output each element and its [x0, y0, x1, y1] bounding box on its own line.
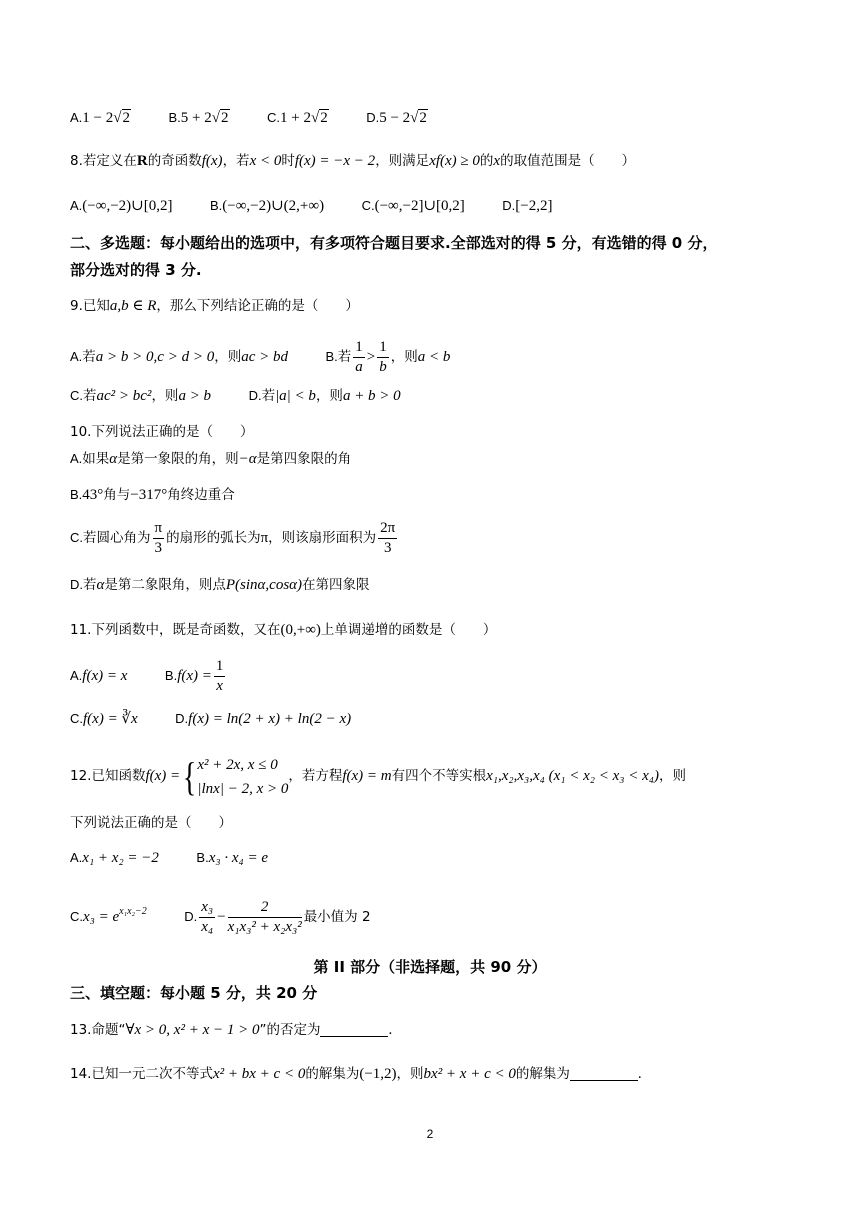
q12-option-b: x₃ · x₄ = e	[208, 850, 268, 866]
q8-option-b: (−∞,−2)∪(2,+∞)	[222, 198, 325, 214]
q7-options	[70, 108, 428, 128]
q12-stem-prefix: 12.已知函数	[70, 768, 146, 784]
q8-option-a-label: A.	[70, 198, 83, 213]
q12-option-a: x₁ + x₂ = −2	[82, 850, 159, 866]
q11-options-ab	[70, 656, 227, 696]
q10-option-a	[70, 449, 351, 469]
q10-option-c-text: 若圆心角为	[83, 530, 151, 546]
q14-stem-text: ，则	[396, 1066, 424, 1082]
q9-option-d-result: a + b > 0	[342, 388, 401, 404]
section-2-heading-line2: 部分选对的得 3 分.	[70, 261, 202, 279]
q7-option-b-label: B.	[168, 110, 181, 125]
q8-stem-text: 的	[479, 153, 494, 169]
q12-case-2: |lnx| − 2, x > 0	[197, 780, 289, 797]
q10-option-d-label: D.	[70, 577, 83, 592]
q9-option-c-cond: ac² > bc²	[96, 388, 152, 404]
alpha-symbol: α	[109, 451, 118, 467]
q7-option-b: 5 + 2√2	[180, 110, 229, 126]
q12-options-cd	[70, 895, 371, 939]
q10-option-a-text: 如果	[82, 451, 110, 467]
q7-option-a: 1 − 2√2	[82, 110, 130, 126]
q10-option-c-text: ，则该扇形面积为	[268, 530, 377, 546]
q12-option-d-fraction-2: $\frac{2}{\text{x₁x₃² + x₂x₃²}}$	[227, 899, 302, 936]
q14-interval: (−1,2)	[359, 1066, 397, 1082]
q8-stem-prefix: 8.若定义在	[70, 153, 137, 169]
q9-stem-prefix: 9.已知	[70, 298, 110, 314]
q11-option-b-label: B.	[164, 668, 178, 683]
q10-option-a-text: 是第四象限的角	[256, 451, 352, 467]
q11-option-b-lhs: f(x) =	[177, 668, 212, 684]
q11-option-a-label: A.	[70, 668, 83, 683]
q9-option-a-cond: a > b > 0,c > d > 0	[95, 348, 215, 365]
q9-option-a-text: ，则	[214, 348, 242, 365]
q8-stem	[70, 151, 635, 171]
q8-inequality: xf(x) ≥ 0	[429, 153, 480, 169]
q10-option-b-label: B.	[70, 487, 83, 502]
q7-option-d: 5 − 2√2	[379, 110, 427, 126]
q8-option-c: (−∞,−2]∪[0,2]	[374, 198, 465, 214]
q14-stem	[70, 1064, 642, 1084]
brace-icon: {	[183, 753, 197, 799]
section-2-heading-line1: 二、多选题：每小题给出的选项中，有多项符合题目要求.全部选对的得 5 分，有选错的得 0 分，	[70, 234, 718, 252]
q10-stem: 10.下列说法正确的是（ ）	[70, 424, 254, 440]
q12-option-c-lhs: x₃ = e	[83, 909, 120, 925]
q12-option-b-label: B.	[196, 850, 209, 865]
q9-option-c-text: ，则	[151, 388, 179, 404]
q8-stem-text: 时	[281, 153, 295, 169]
q11-options-cd	[70, 709, 351, 729]
q8-option-d: [−2,2]	[515, 198, 553, 214]
q9-stem-end: ，那么下列结论正确的是（ ）	[156, 298, 359, 314]
q10-option-c-text: 的扇形的弧长为	[166, 530, 261, 546]
q14-period: .	[637, 1066, 642, 1082]
q10-angle-1: 43°	[82, 487, 104, 503]
q10-option-d-text: 若	[83, 577, 97, 593]
q12-fx: f(x) =	[145, 768, 181, 784]
neg-alpha-symbol: −α	[238, 451, 257, 467]
q9-option-a-text: 若	[82, 348, 96, 365]
q13-stem-end: ”的否定为	[259, 1022, 321, 1038]
q8-options	[70, 196, 552, 216]
q10-option-d-text: 在第四象限	[302, 577, 370, 593]
q9-option-b-text: ，则	[390, 348, 418, 365]
q7-option-c-label: C.	[267, 110, 280, 125]
q10-option-c-label: C.	[70, 530, 83, 545]
q9-option-b-label: B.	[325, 348, 338, 364]
q12-option-d-text: 最小值为 2	[303, 909, 371, 925]
q14-answer-blank[interactable]	[570, 1066, 638, 1081]
q9-option-b-fraction-1: $\frac{1}{a}$	[355, 339, 363, 375]
q9-option-b-fraction-2: $\frac{1}{b}$	[379, 339, 387, 375]
q10-option-d-text: 是第二象限角，则点	[104, 577, 226, 593]
q9-options-ab	[70, 338, 450, 377]
pi-symbol: π	[260, 530, 269, 546]
q9-stem	[70, 296, 359, 316]
q12-stem-line2: 下列说法正确的是（ ）	[70, 815, 232, 831]
q12-case-1: x² + 2x, x ≤ 0	[197, 756, 278, 773]
q12-option-d-fraction-1: $\frac{\text{x₃}}{\text{x₄}}$	[201, 899, 214, 936]
q10-angle-2: −317°	[130, 487, 168, 503]
q8-option-a: (−∞,−2)∪[0,2]	[82, 198, 173, 214]
q11-option-d: f(x) = ln(2 + x) + ln(2 − x)	[188, 711, 352, 727]
q9-vars: a,b ∈ R	[109, 298, 157, 314]
q12-roots: x₁,x₂,x₃,x₄ (x₁ < x₂ < x₃ < x₄)	[486, 768, 659, 784]
q14-stem-prefix: 14.已知一元二次不等式	[70, 1066, 213, 1082]
q12-option-d-minus: −	[217, 909, 226, 925]
q11-stem-end: 上单调递增的函数是（ ）	[320, 622, 497, 638]
q13-proposition: ∀x > 0, x² + x − 1 > 0	[125, 1022, 260, 1038]
q11-stem	[70, 620, 496, 640]
q12-stem-text: ，则	[658, 768, 686, 784]
q7-option-a-label: A.	[70, 110, 83, 125]
q14-inequality-2: bx² + x + c < 0	[423, 1066, 516, 1082]
q11-option-d-label: D.	[175, 711, 189, 726]
q11-interval: (0,+∞)	[280, 622, 321, 638]
q8-stem-text: 的奇函数	[147, 153, 202, 169]
q10-option-b-text: 角与	[103, 487, 131, 503]
q8-option-c-label: C.	[361, 198, 375, 213]
q9-option-c-result: a > b	[178, 388, 212, 404]
q9-option-b-gt: >	[366, 348, 376, 365]
q14-stem-text: 的解集为	[305, 1066, 360, 1082]
q13-answer-blank[interactable]	[320, 1022, 388, 1037]
q12-option-a-label: A.	[70, 850, 83, 865]
q9-option-b-text: 若	[337, 348, 352, 365]
q10-option-d	[70, 575, 370, 595]
q9-option-b-result: a < b	[417, 348, 451, 365]
q9-option-a-result: ac > bd	[241, 348, 288, 365]
q12-equation: f(x) = m	[342, 768, 392, 784]
q11-option-a: f(x) = x	[82, 668, 128, 684]
q12-stem-text: 有四个不等实根	[391, 768, 487, 784]
q9-option-c-label: C.	[70, 388, 83, 403]
q12-stem-text: ，若方程	[288, 768, 343, 784]
q9-option-a-label: A.	[70, 348, 83, 364]
q7-option-c: 1 + 2√2	[280, 110, 328, 126]
q8-option-b-label: B.	[209, 198, 223, 213]
q11-option-b-fraction: $\frac{1}{x}$	[215, 658, 224, 695]
q12-option-c-exponent: x₁x₂−2	[119, 906, 147, 917]
q8-function-def: f(x) = −x − 2	[294, 153, 376, 169]
q12-option-c-label: C.	[70, 909, 83, 924]
q10-option-c	[70, 518, 399, 558]
q11-option-c: f(x) = ∛x	[83, 711, 138, 727]
q11-stem-prefix: 11.下列函数中，既是奇函数，又在	[70, 622, 281, 638]
q12-piecewise	[197, 753, 288, 801]
q8-variable: x	[493, 153, 501, 169]
q10-option-b-text: 角终边重合	[167, 487, 235, 503]
part-2-title: 第 II 部分（非选择题，共 90 分）	[313, 958, 547, 976]
q10-option-a-text: 是第一象限的角，则	[117, 451, 239, 467]
q9-options-cd	[70, 386, 401, 406]
q8-set-r: R	[136, 153, 148, 169]
q9-option-c-text: 若	[83, 388, 97, 404]
q13-period: .	[388, 1022, 393, 1038]
q14-inequality-1: x² + bx + c < 0	[212, 1066, 306, 1082]
q9-option-d-label: D.	[248, 388, 262, 403]
q11-option-c-label: C.	[70, 711, 83, 726]
q8-stem-end: 的取值范围是（ ）	[500, 153, 636, 169]
q13-stem	[70, 1020, 392, 1040]
q9-option-d-text: 若	[261, 388, 276, 404]
q8-option-d-label: D.	[502, 198, 516, 213]
q9-option-d-cond: |a| < b	[275, 388, 316, 404]
q12-stem	[70, 750, 686, 802]
q12-options-ab	[70, 848, 268, 868]
alpha-symbol: α	[96, 577, 105, 593]
q8-stem-text: ，则满足	[375, 153, 430, 169]
q7-option-d-label: D.	[366, 110, 380, 125]
q12-option-d-label: D.	[184, 909, 198, 924]
q8-stem-text: ，若	[222, 153, 250, 169]
q10-option-c-fraction-1: $\frac{\pi}{3}$	[154, 520, 163, 557]
q14-stem-end: 的解集为	[515, 1066, 570, 1082]
q10-option-a-label: A.	[70, 451, 83, 466]
page-number: 2	[426, 1127, 434, 1141]
q13-stem-prefix: 13.命题“	[70, 1022, 126, 1038]
q10-option-c-fraction-2: $\frac{2\pi}{3}$	[380, 520, 396, 557]
q10-point: P(sinα,cosα)	[225, 577, 303, 593]
q10-option-b	[70, 485, 235, 505]
section-3-heading: 三、填空题：每小题 5 分，共 20 分	[70, 984, 318, 1002]
q8-condition: x < 0	[249, 153, 282, 169]
q9-option-d-text: ，则	[315, 388, 343, 404]
q8-fx: f(x)	[201, 153, 223, 169]
